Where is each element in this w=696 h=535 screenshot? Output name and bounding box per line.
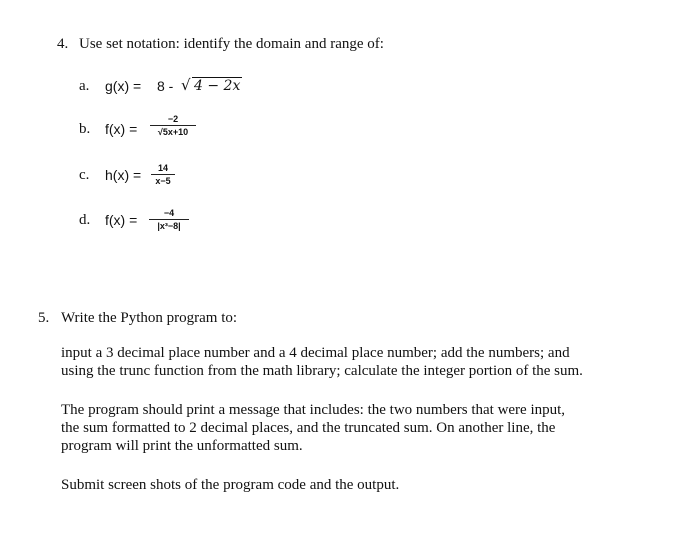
part-a-lhs: g(x) =	[105, 78, 142, 94]
part-d-denominator: |x³−8|	[157, 221, 181, 231]
part-c-lhs: h(x) =	[105, 167, 142, 183]
part-a-radicand: 4 − 2x	[194, 78, 241, 94]
part-b-fraction	[150, 114, 196, 137]
part-c-label: c.	[79, 167, 90, 183]
part-a-expr-prefix: 8 -	[157, 78, 174, 94]
part-b-label: b.	[79, 121, 91, 137]
question-4-number: 4.	[57, 36, 69, 52]
question-4-prompt: Use set notation: identify the domain and range of:	[79, 36, 384, 52]
question-5-number: 5.	[38, 310, 50, 326]
question-5-prompt: Write the Python program to:	[61, 310, 238, 326]
q5-paragraph-1-line-1: input a 3 decimal place number and a 4 decimal place number; add the numbers; and	[61, 345, 570, 361]
part-d-fraction	[149, 208, 189, 231]
part-b-numerator: −2	[167, 114, 179, 124]
q5-paragraph-3-line-1: Submit screen shots of the program code and the output.	[61, 477, 400, 493]
q5-paragraph-2-line-3: program will print the unformatted sum.	[61, 438, 303, 454]
part-d-lhs: f(x) =	[105, 212, 138, 228]
part-b-lhs: f(x) =	[105, 121, 138, 137]
q5-paragraph-3	[61, 476, 399, 494]
part-d-label: d.	[79, 212, 91, 228]
part-d-numerator: −4	[163, 208, 175, 218]
part-b-denominator: √5x+10	[157, 127, 189, 137]
q5-paragraph-2-line-2: the sum formatted to 2 decimal places, and the truncated sum. On another line, the	[61, 420, 556, 436]
q5-paragraph-1	[61, 344, 583, 380]
part-c-fraction-bar	[151, 174, 175, 175]
q5-paragraph-1-line-2: using the trunc function from the math library; calculate the integer portion of the sum.	[61, 363, 583, 379]
part-c-numerator: 14	[157, 163, 168, 173]
q5-paragraph-2-line-1: The program should print a message that includes: the two numbers that were input,	[61, 402, 566, 418]
q5-paragraph-2	[61, 401, 565, 455]
part-c-fraction	[151, 163, 175, 186]
part-a-label: a.	[79, 78, 90, 94]
part-c-denominator: x−5	[155, 176, 171, 186]
part-d-fraction-bar	[149, 219, 189, 220]
part-a-radical-sign: √	[181, 76, 191, 94]
part-b-fraction-bar	[150, 125, 196, 126]
